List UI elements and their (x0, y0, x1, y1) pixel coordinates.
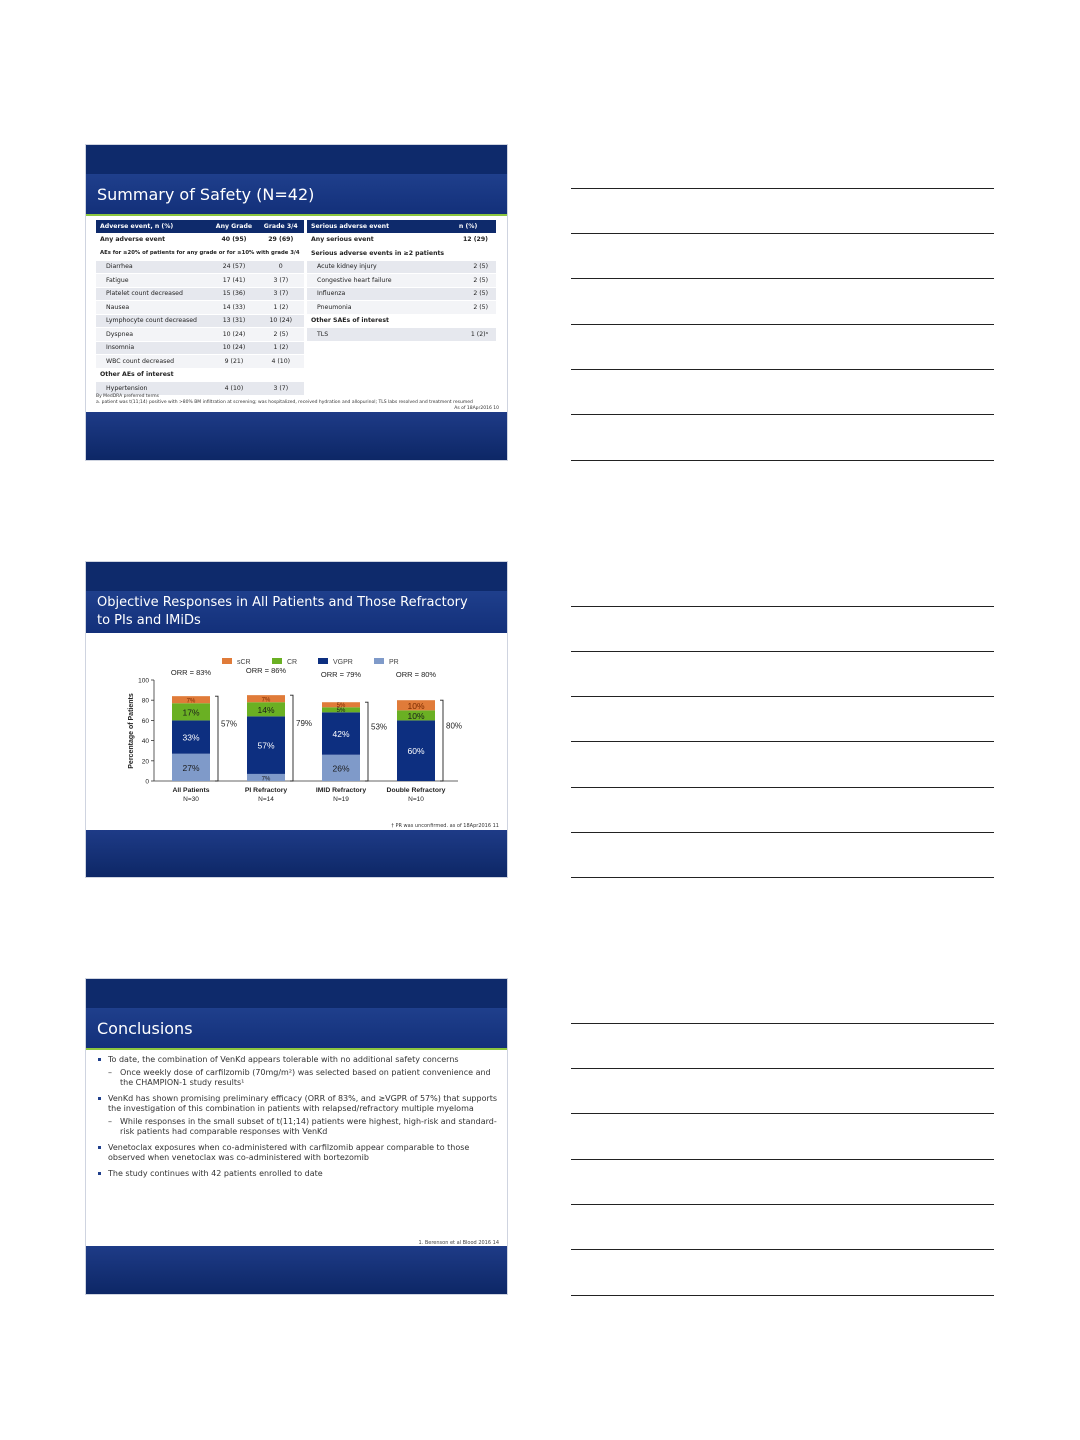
table-row (307, 314, 496, 328)
table-row (96, 247, 304, 261)
vgpr-bracket (365, 702, 368, 781)
vgpr-bracket (215, 696, 218, 781)
header-cell: Serious adverse event (307, 220, 440, 233)
table-row (307, 233, 496, 247)
bar-data-label: 14% (257, 704, 275, 715)
vgpr-or-better-label: 53% (371, 722, 388, 732)
event-name: Any adverse event (96, 233, 210, 247)
header-cell: n (%) (440, 220, 496, 233)
bullet-tolerable: To date, the combination of VenKd appears tolerable with no additional safety concerns (98, 1055, 498, 1065)
chart-footer: † PR was unconfirmed. as of 18Apr2016 11 (391, 823, 499, 829)
event-name: Pneumonia (307, 301, 440, 315)
table-row (307, 260, 496, 274)
legend-swatch-pr (374, 658, 384, 664)
vgpr-or-better-label: 79% (296, 719, 313, 729)
grade34-value: 3 (7) (258, 287, 304, 301)
grade34-value: 0 (258, 260, 304, 274)
section-label: AEs for ≥20% of patients for any grade or for ≥10% with grade 3/4 (96, 247, 304, 261)
category-n-label: N=19 (333, 796, 349, 803)
event-name: WBC count decreased (96, 355, 210, 369)
category-n-label: N=14 (258, 796, 274, 803)
bullet-enrollment: The study continues with 42 patients enrolled to date (98, 1169, 498, 1179)
table-row (307, 247, 496, 261)
legend-label-scr: sCR (237, 659, 251, 666)
category-n-label: N=30 (183, 796, 199, 803)
bar-data-label: 5% (336, 702, 346, 709)
grade34-value: 10 (24) (258, 314, 304, 328)
section-label: Other AEs of interest (96, 368, 304, 382)
conclusions-list (98, 1055, 498, 1185)
note-line (571, 741, 994, 742)
note-line (571, 832, 994, 833)
n-value: 2 (5) (440, 301, 496, 315)
any-grade-value: 24 (57) (210, 260, 258, 274)
grade34-value: 1 (2) (258, 341, 304, 355)
y-tick-label: 40 (141, 738, 149, 746)
top-band (86, 145, 507, 174)
as-of-date: As of 18Apr2016 10 (454, 406, 499, 411)
top-band (86, 979, 507, 1008)
table-row (96, 382, 304, 396)
response-chart (86, 647, 507, 847)
note-line (571, 1113, 994, 1114)
grade34-value: 29 (69) (258, 233, 304, 247)
bar-data-label: 7% (261, 697, 271, 704)
accent-line (86, 214, 507, 216)
grade34-value: 4 (10) (258, 355, 304, 369)
legend-label-cr: CR (287, 659, 298, 666)
event-name: Hypertension (96, 382, 210, 396)
grade34-value: 3 (7) (258, 274, 304, 288)
table-header (96, 220, 304, 233)
legend-label-vgpr: VGPR (333, 659, 353, 666)
table-row (307, 301, 496, 315)
bar-data-label: 10% (407, 710, 425, 721)
slide-title: Conclusions (97, 1019, 193, 1038)
category-n-label: N=10 (408, 796, 424, 803)
bar-data-label: 10% (407, 700, 425, 711)
y-tick-label: 60 (141, 717, 149, 725)
event-name: Nausea (96, 301, 210, 315)
n-value: 1 (2)ᵃ (440, 328, 496, 342)
note-line (571, 1023, 994, 1024)
table-row (307, 287, 496, 301)
note-line (571, 1295, 994, 1296)
bar-data-label: 33% (182, 732, 200, 743)
note-line (571, 1159, 994, 1160)
slide-conclusions (85, 978, 508, 1295)
note-line (571, 460, 994, 461)
y-axis-title: Percentage of Patients (128, 693, 135, 769)
category-label: All Patients (172, 787, 210, 794)
vgpr-bracket (440, 700, 443, 781)
note-line (571, 787, 994, 788)
title-line-2: to PIs and IMiDs (97, 613, 201, 628)
event-name: Influenza (307, 287, 440, 301)
orr-label: ORR = 79% (320, 670, 362, 679)
note-line (571, 324, 994, 325)
category-label: IMID Refractory (315, 787, 367, 794)
y-tick-label: 80 (141, 697, 149, 705)
bar-data-label: 26% (332, 763, 350, 774)
grade34-value: 2 (5) (258, 328, 304, 342)
table-row (96, 328, 304, 342)
slide-title (97, 594, 468, 630)
n-value: 2 (5) (440, 260, 496, 274)
event-name: Diarrhea (96, 260, 210, 274)
event-name: Dyspnea (96, 328, 210, 342)
bar-data-label: 60% (407, 746, 425, 757)
table-row (96, 314, 304, 328)
bar-data-label: 5% (336, 707, 346, 714)
bullet-exposure: Venetoclax exposures when co-administered with carfilzomib appear comparable to those observed when venetoclax was co-administered with bortezomib (98, 1143, 498, 1163)
vgpr-bracket (290, 695, 293, 781)
any-grade-value: 17 (41) (210, 274, 258, 288)
orr-label: ORR = 83% (170, 668, 212, 677)
table-row (96, 233, 304, 247)
vgpr-or-better-label: 57% (221, 719, 238, 729)
title-bar (86, 1008, 507, 1048)
any-grade-value: 14 (33) (210, 301, 258, 315)
event-name: TLS (307, 328, 440, 342)
footnote-a: a. patient was t(11;14) positive with >80% BM infiltration at screening; was hospitalized, received hydration and allopurinol; TLS labs resolved and treatment resumed (96, 400, 473, 405)
orr-label: ORR = 86% (245, 666, 287, 675)
note-line (571, 1249, 994, 1250)
table-row (96, 355, 304, 369)
table-row (96, 260, 304, 274)
category-label: Double Refractory (386, 787, 446, 794)
bar-data-label: 42% (332, 729, 350, 740)
bullet-efficacy: VenKd has shown promising preliminary efficacy (ORR of 83%, and ≥VGPR of 57%) that supports the investigation of this combination in patients with relapsed/refractory multiple myeloma (98, 1094, 498, 1114)
event-name: Congestive heart failure (307, 274, 440, 288)
section-label: Other SAEs of interest (307, 314, 496, 328)
sub-bullet-subset: – While responses in the small subset of t(11;14) patients were highest, high-risk and standard-risk patients had comparable responses with VenKd (98, 1117, 498, 1137)
table-row (307, 274, 496, 288)
note-line (571, 606, 994, 607)
accent-line (86, 1048, 507, 1050)
legend-label-pr: PR (389, 659, 399, 666)
note-line (571, 414, 994, 415)
any-grade-value: 4 (10) (210, 382, 258, 396)
legend-swatch-vgpr (318, 658, 328, 664)
table-row (307, 328, 496, 342)
event-name: Platelet count decreased (96, 287, 210, 301)
bottom-band (86, 830, 507, 877)
n-value: 2 (5) (440, 274, 496, 288)
footnote-meddra: By MedDRA preferred terms (96, 394, 159, 399)
y-tick-label: 20 (141, 758, 149, 766)
bottom-band (86, 1246, 507, 1294)
event-name: Insomnia (96, 341, 210, 355)
note-line (571, 1204, 994, 1205)
legend-swatch-cr (272, 658, 282, 664)
vgpr-or-better-label: 80% (446, 721, 463, 731)
note-line (571, 651, 994, 652)
grade34-value: 3 (7) (258, 382, 304, 396)
table-header (307, 220, 496, 233)
bar-data-label: 7% (261, 776, 271, 783)
header-cell: Any Grade (210, 220, 258, 233)
table-row (96, 368, 304, 382)
bar-data-label: 7% (186, 698, 196, 705)
note-line (571, 233, 994, 234)
event-name: Lymphocyte count decreased (96, 314, 210, 328)
bar-data-label: 57% (257, 740, 275, 751)
top-band (86, 562, 507, 591)
note-line (571, 877, 994, 878)
slide-summary-of-safety (85, 144, 508, 461)
header-cell: Adverse event, n (%) (96, 220, 210, 233)
note-line (571, 188, 994, 189)
bar-data-label: 17% (182, 707, 200, 718)
event-name: Acute kidney injury (307, 260, 440, 274)
event-name: Any serious event (307, 233, 440, 247)
n-value: 12 (29) (440, 233, 496, 247)
title-line-1: Objective Responses in All Patients and Those Refractory (97, 595, 468, 610)
note-line (571, 1068, 994, 1069)
event-name: Fatigue (96, 274, 210, 288)
sub-bullet-dose: – Once weekly dose of carfilzomib (70mg/m²) was selected based on patient convenience and the CHAMPION-1 study results¹ (98, 1068, 498, 1088)
adverse-event-table (96, 220, 304, 396)
serious-adverse-event-table (307, 220, 496, 342)
bottom-band (86, 412, 507, 460)
table-row (96, 274, 304, 288)
slide-objective-responses (85, 561, 508, 878)
n-value: 2 (5) (440, 287, 496, 301)
title-bar (86, 591, 507, 633)
reference: 1. Berenson et al Blood 2016 14 (418, 1240, 499, 1246)
section-label: Serious adverse events in ≥2 patients (307, 247, 496, 261)
legend-swatch-scr (222, 658, 232, 664)
note-line (571, 369, 994, 370)
y-tick-label: 0 (145, 778, 149, 786)
note-line (571, 696, 994, 697)
category-label: PI Refractory (244, 787, 288, 794)
grade34-value: 1 (2) (258, 301, 304, 315)
table-row (96, 301, 304, 315)
any-grade-value: 15 (36) (210, 287, 258, 301)
title-bar (86, 174, 507, 214)
orr-label: ORR = 80% (395, 670, 437, 679)
table-row (96, 287, 304, 301)
bar-data-label: 27% (182, 762, 200, 773)
y-tick-label: 100 (138, 677, 149, 685)
note-line (571, 278, 994, 279)
header-cell: Grade 3/4 (258, 220, 304, 233)
slide-title: Summary of Safety (N=42) (97, 185, 315, 204)
any-grade-value: 40 (95) (210, 233, 258, 247)
table-row (96, 341, 304, 355)
any-grade-value: 9 (21) (210, 355, 258, 369)
any-grade-value: 10 (24) (210, 328, 258, 342)
any-grade-value: 10 (24) (210, 341, 258, 355)
any-grade-value: 13 (31) (210, 314, 258, 328)
